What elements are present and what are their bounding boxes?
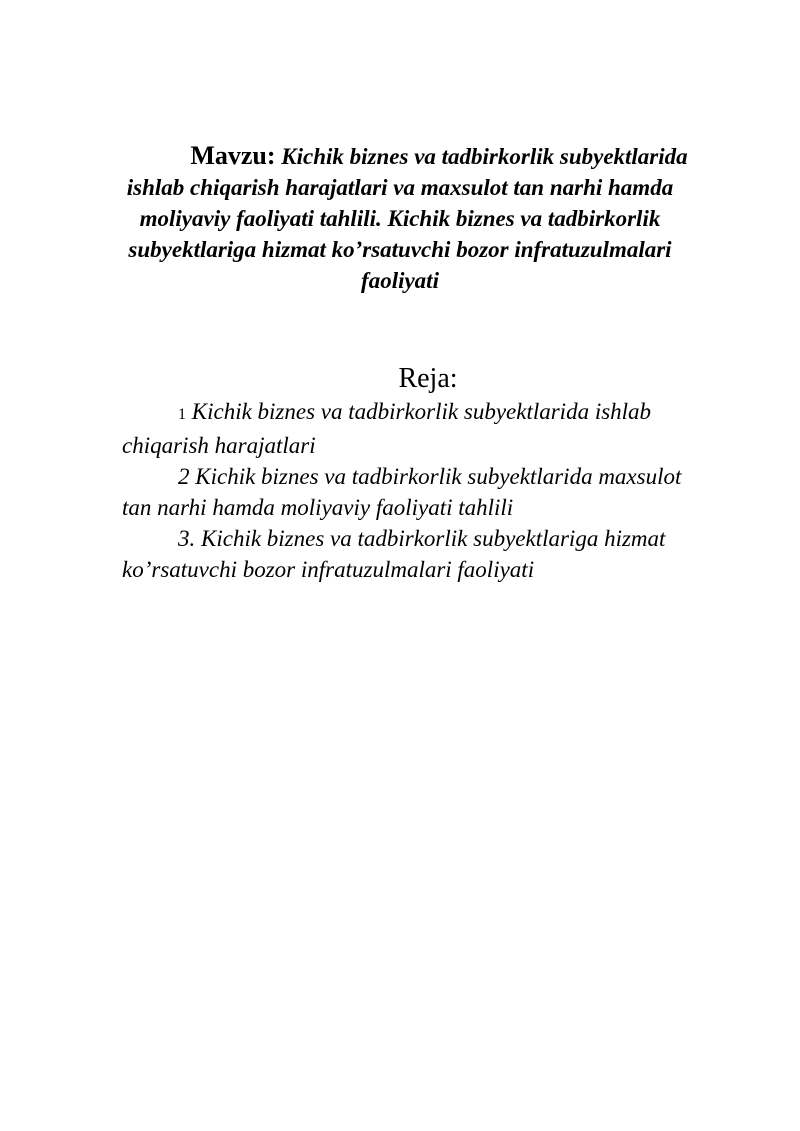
plan-title: Reja:: [398, 363, 458, 394]
plan-item-text: Kichik biznes va tadbirkorlik subyektlarida ishlab chiqarish harajatlari: [122, 399, 652, 458]
topic-heading: [110, 140, 690, 296]
plan-item-text: 2 Kichik biznes va tadbirkorlik subyektlarida maxsulot tan narhi hamda moliyaviy faoliyati tahlili: [122, 464, 682, 520]
plan-item-text: 3. Kichik biznes va tadbirkorlik subyektlariga hizmat ko’rsatuvchi bozor infratuzulmalari faoliyati: [122, 526, 666, 582]
topic-label: Mavzu:: [190, 141, 276, 170]
plan-item: [122, 523, 692, 585]
plan-item-number: 1: [178, 406, 186, 423]
topic-text: Kichik biznes va tadbirkorlik subyektlarida ishlab chiqarish harajatlari va maxsulot tan narhi hamda moliyaviy faoliyati tahlili. Kichik biznes va tadbirkorlik subyektlariga hizmat ko’rsatuvchi bozor infratuzulmalari faoliyati: [126, 144, 688, 293]
plan-item: [122, 396, 692, 461]
plan-list: [122, 396, 692, 585]
plan-item: [122, 461, 692, 523]
